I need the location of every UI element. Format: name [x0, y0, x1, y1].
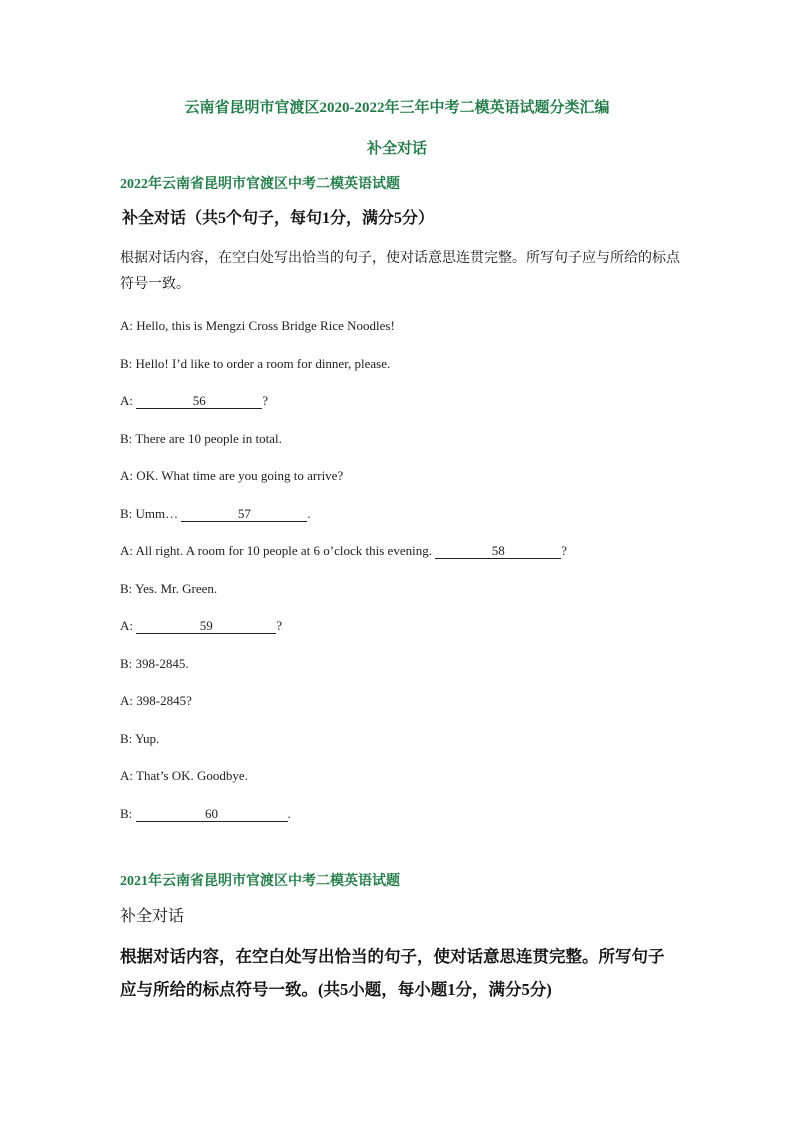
dialogue-line-4	[120, 431, 282, 447]
speaker-label: A:	[120, 543, 133, 558]
speaker-label: B:	[120, 356, 133, 371]
dialogue-text: Yup.	[135, 731, 160, 746]
answer-blank-59[interactable]: 59	[136, 619, 276, 634]
speaker-label: A:	[120, 768, 133, 783]
dialogue-punct: ?	[561, 543, 567, 558]
dialogue-text: Hello! I’d like to order a room for dinner, please.	[135, 356, 391, 371]
dialogue-text: There are 10 people in total.	[135, 431, 282, 446]
dialogue-line-7	[120, 543, 567, 559]
question-heading-2022: 补全对话（共5个句子，每句1分，满分5分）	[122, 210, 435, 227]
dialogue-text: Yes. Mr. Green.	[135, 581, 218, 596]
question-heading-2021: 补全对话	[120, 908, 185, 925]
dialogue-line-12	[120, 731, 159, 747]
speaker-label: B:	[120, 431, 133, 446]
dialogue-line-14	[120, 806, 291, 822]
dialogue-text: OK. What time are you going to arrive?	[136, 468, 344, 483]
dialogue-text: Hello, this is Mengzi Cross Bridge Rice Noodles!	[136, 318, 395, 333]
speaker-label: A:	[120, 468, 133, 483]
dialogue-line-5	[120, 468, 343, 484]
dialogue-line-3	[120, 393, 268, 409]
instruction-2021: 根据对话内容，在空白处写出恰当的句子，使对话意思连贯完整。所写句子应与所给的标点符号一致。(共5小题，每小题1分，满分5分)	[120, 947, 665, 999]
dialogue-text: 398-2845?	[136, 693, 192, 708]
dialogue-punct: ?	[276, 618, 283, 633]
section-heading-2022: 2022年云南省昆明市官渡区中考二模英语试题	[120, 177, 400, 192]
dialogue-text: Umm…	[135, 506, 182, 521]
section-heading-2021: 2021年云南省昆明市官渡区中考二模英语试题	[120, 874, 400, 889]
speaker-label: A:	[120, 618, 133, 633]
document-title: 云南省昆明市官渡区2020-2022年三年中考二模英语试题分类汇编	[184, 100, 610, 116]
dialogue-line-2	[120, 356, 390, 372]
speaker-label: A:	[120, 693, 133, 708]
dialogue-line-8	[120, 581, 217, 597]
answer-blank-58[interactable]: 58	[435, 544, 561, 559]
speaker-label: B:	[120, 581, 133, 596]
dialogue-line-11	[120, 693, 192, 709]
dialogue-punct: .	[307, 506, 311, 521]
speaker-label: B:	[120, 506, 133, 521]
answer-blank-56[interactable]: 56	[136, 394, 262, 409]
dialogue-punct: ?	[262, 393, 269, 408]
dialogue-text: That’s OK. Goodbye.	[136, 768, 248, 783]
dialogue-line-1	[120, 318, 395, 334]
speaker-label: A:	[120, 393, 133, 408]
dialogue-line-10	[120, 656, 189, 672]
speaker-label: B:	[120, 731, 133, 746]
dialogue-punct: .	[287, 806, 291, 821]
speaker-label: B:	[120, 656, 133, 671]
document-subtitle: 补全对话	[366, 141, 427, 157]
instruction-2022: 根据对话内容，在空白处写出恰当的句子，使对话意思连贯完整。所写句子应与所给的标点符号一致。	[120, 251, 680, 292]
dialogue-line-9	[120, 618, 282, 634]
speaker-label: B:	[120, 806, 133, 821]
dialogue-line-13	[120, 768, 248, 784]
dialogue-line-6	[120, 506, 311, 522]
answer-blank-60[interactable]: 60	[136, 807, 288, 822]
dialogue-text: All right. A room for 10 people at 6 o’clock this evening.	[135, 543, 436, 558]
answer-blank-57[interactable]: 57	[181, 507, 307, 522]
dialogue-text: 398-2845.	[135, 656, 189, 671]
speaker-label: A:	[120, 318, 133, 333]
